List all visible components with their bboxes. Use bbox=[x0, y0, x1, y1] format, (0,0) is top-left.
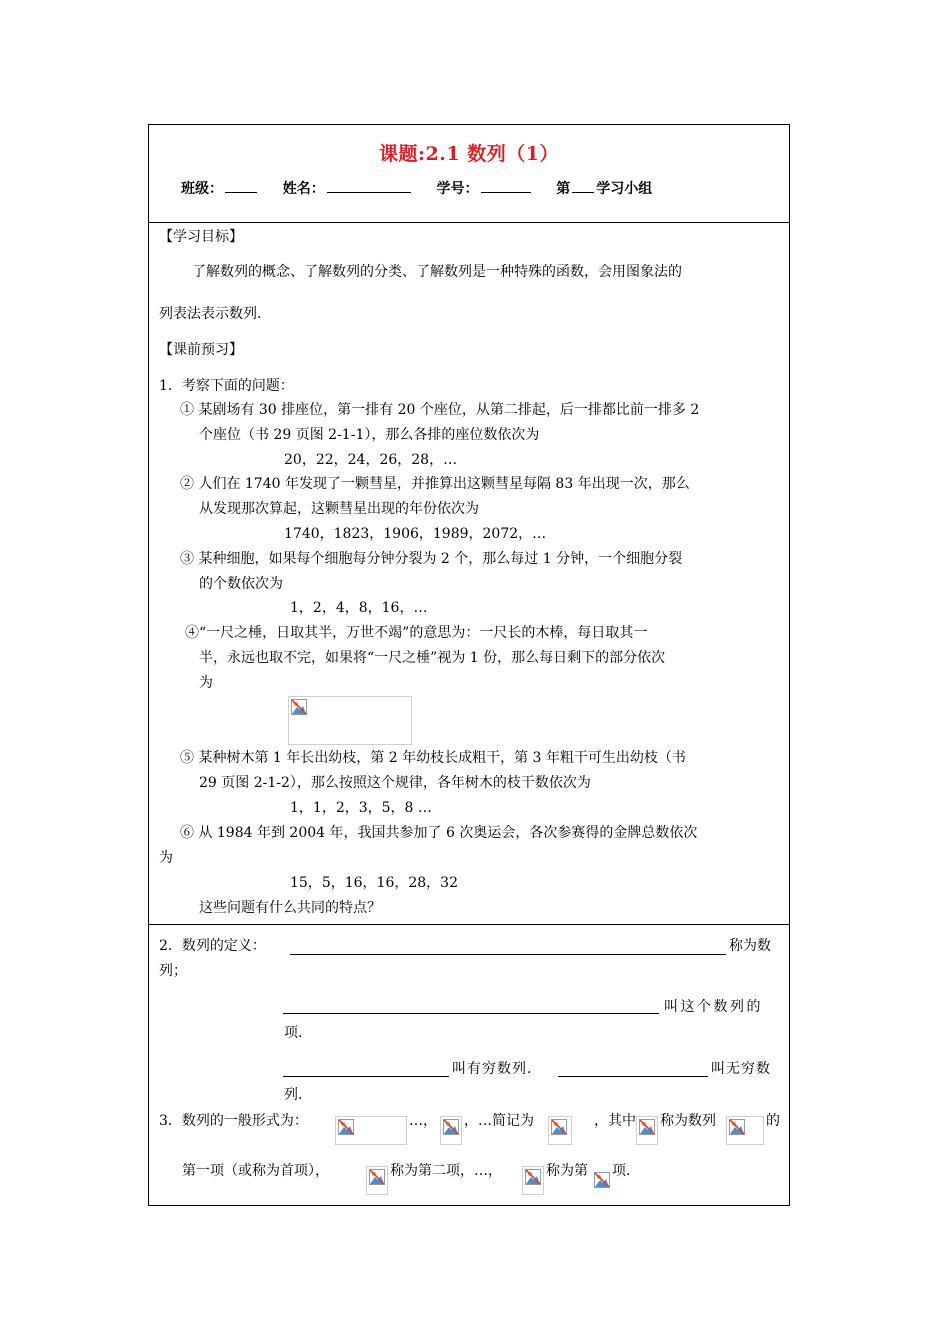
sequence-name-image bbox=[726, 1116, 764, 1145]
name-label: 姓名： bbox=[282, 181, 325, 197]
problem-6-line-2: 为 bbox=[159, 850, 173, 866]
problem-2-sequence: 1740，1823，1906，1989，2072，… bbox=[284, 526, 547, 542]
problem-5-line-1: ⑤ 某种树木第 1 年长出幼枝，第 2 年幼枝长成粗干，第 3 年粗干可生出幼枝（书 bbox=[180, 750, 686, 766]
definition-blank[interactable] bbox=[290, 954, 726, 955]
abbreviated-as: ，…简记为 bbox=[464, 1113, 534, 1129]
image-placeholder-icon bbox=[369, 1169, 385, 1185]
item-suffix: 叫这个数列的 bbox=[664, 999, 763, 1015]
number-label: 学号： bbox=[436, 181, 479, 197]
goals-heading: 【学习目标】 bbox=[159, 229, 243, 245]
item-blank[interactable] bbox=[283, 1013, 659, 1014]
question-2-prefix: 2．数列的定义： bbox=[159, 938, 266, 954]
group-suffix: 学习小组 bbox=[596, 181, 653, 197]
infinite-continued: 列. bbox=[284, 1087, 303, 1103]
problem-5-line-2: 29 页图 2-1-2），那么按照这个规律，各年树木的枝干数依次为 bbox=[199, 775, 591, 791]
general-form-dots: …， bbox=[409, 1113, 437, 1129]
a1-image bbox=[636, 1116, 658, 1145]
problem-3-line-2: 的个数依次为 bbox=[199, 576, 283, 592]
class-blank[interactable] bbox=[225, 178, 257, 193]
of-text: 的 bbox=[766, 1113, 780, 1129]
item-continued: 项. bbox=[284, 1025, 303, 1041]
problem-3-sequence: 1，2，4，8，16，… bbox=[290, 600, 428, 616]
problem-2-line-2: 从发现那次算起，这颗彗星出现的年份依次为 bbox=[199, 501, 479, 517]
n-image bbox=[594, 1172, 610, 1194]
formula-image bbox=[288, 696, 412, 745]
image-placeholder-icon bbox=[729, 1119, 745, 1135]
image-placeholder-icon bbox=[551, 1119, 567, 1135]
common-question: 这些问题有什么共同的特点？ bbox=[199, 900, 381, 916]
page-title: 课题:2.1 数列（1） bbox=[379, 143, 559, 165]
group-prefix: 第 bbox=[556, 181, 571, 197]
image-placeholder-icon bbox=[338, 1119, 354, 1135]
infinite-blank[interactable] bbox=[558, 1076, 708, 1077]
image-placeholder-icon bbox=[291, 699, 307, 715]
finite-suffix: 叫有穷数列． bbox=[452, 1061, 542, 1077]
where-text: ，其中 bbox=[594, 1113, 636, 1129]
problem-6-sequence: 15，5，16，16，28，32 bbox=[290, 875, 458, 891]
goals-line-2: 列表法表示数列. bbox=[159, 306, 262, 322]
image-placeholder-icon bbox=[443, 1119, 459, 1135]
nth-term-prefix: 称为第 bbox=[546, 1163, 588, 1179]
problem-3-line-1: ③ 某种细胞，如果每个细胞每分钟分裂为 2 个，那么每过 1 分钟，一个细胞分裂 bbox=[180, 551, 683, 567]
problem-1-line-1: ① 某剧场有 30 排座位，第一排有 20 个座位，从第二排起，后一排都比前一排多 2 bbox=[180, 402, 700, 418]
finite-blank[interactable] bbox=[283, 1076, 449, 1077]
section-divider bbox=[148, 924, 790, 925]
preview-heading: 【课前预习】 bbox=[159, 342, 243, 358]
problem-2-line-1: ② 人们在 1740 年发现了一颗彗星，并推算出这颗彗星每隔 83 年出现一次，那么 bbox=[180, 476, 690, 492]
name-blank[interactable] bbox=[327, 178, 411, 193]
question-2-continued: 列； bbox=[159, 963, 187, 979]
problem-5-sequence: 1，1，2，3，5，8 … bbox=[290, 800, 432, 816]
an-image bbox=[440, 1116, 462, 1145]
first-term-text: 第一项（或称为首项）， bbox=[182, 1163, 329, 1179]
image-placeholder-icon bbox=[639, 1119, 655, 1135]
general-form-image bbox=[335, 1116, 407, 1145]
problem-1-sequence: 20，22，24，26，28，… bbox=[284, 452, 458, 468]
called-text: 称为数列 bbox=[660, 1113, 716, 1129]
header-cell bbox=[149, 125, 789, 223]
problem-6-line-1: ⑥ 从 1984 年到 2004 年，我国共参加了 6 次奥运会，各次参赛得的金牌总数依次 bbox=[180, 825, 698, 841]
question-1: 1．考察下面的问题： bbox=[159, 378, 294, 394]
class-label: 班级： bbox=[181, 181, 223, 197]
student-info-row bbox=[181, 178, 652, 198]
infinite-suffix: 叫无穷数 bbox=[711, 1061, 771, 1077]
second-term-text: 称为第二项，…， bbox=[390, 1163, 502, 1179]
abbreviation-image bbox=[548, 1116, 572, 1145]
goals-line-1: 了解数列的概念、了解数列的分类、了解数列是一种特殊的函数，会用图象法的 bbox=[192, 264, 682, 280]
image-placeholder-icon bbox=[525, 1169, 541, 1185]
question-3-prefix: 3．数列的一般形式为： bbox=[159, 1113, 308, 1129]
number-blank[interactable] bbox=[481, 178, 531, 193]
problem-4-line-3: 为 bbox=[199, 675, 213, 691]
problem-1-line-2: 个座位（书 29 页图 2-1-1），那么各排的座位数依次为 bbox=[199, 427, 540, 443]
problem-4-line-1: ④“一尺之棰，日取其半，万世不竭”的意思为：一尺长的木棒，每日取其一 bbox=[185, 625, 648, 641]
nth-term-suffix: 项. bbox=[612, 1163, 631, 1179]
an-term-image bbox=[522, 1166, 544, 1195]
group-blank[interactable] bbox=[572, 178, 594, 193]
image-placeholder-icon bbox=[594, 1172, 610, 1188]
a2-image bbox=[366, 1166, 388, 1195]
question-2-suffix: 称为数 bbox=[729, 938, 771, 954]
problem-4-line-2: 半，永远也取不完，如果将“一尺之棰”视为 1 份，那么每日剩下的部分依次 bbox=[199, 650, 666, 666]
